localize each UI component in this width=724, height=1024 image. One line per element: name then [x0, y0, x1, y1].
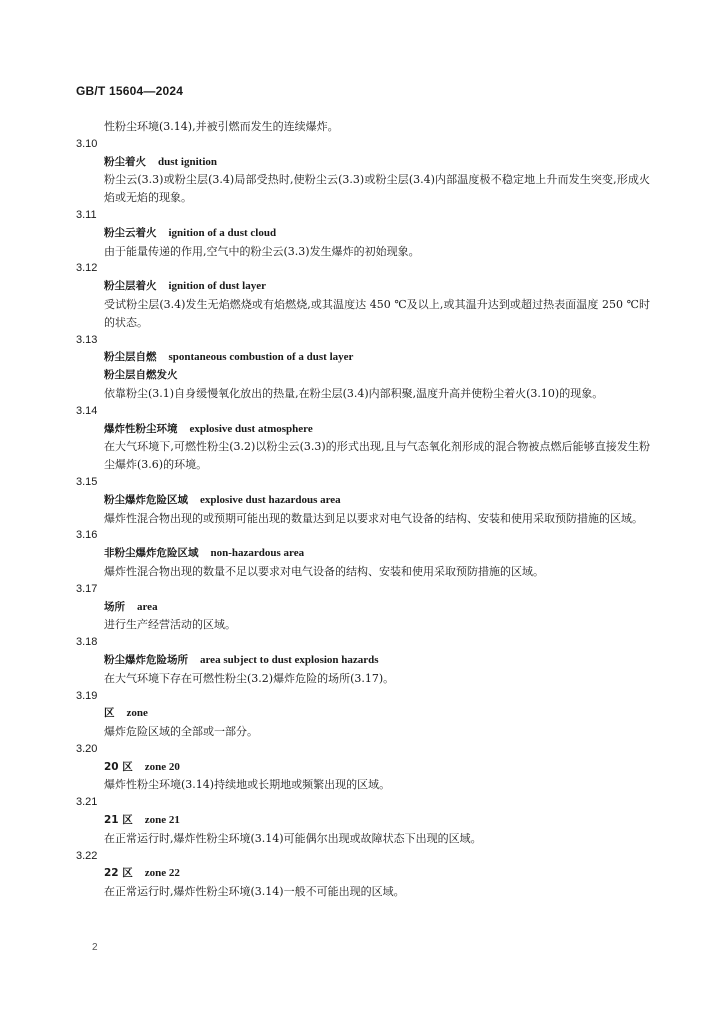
term-chinese: 区: [104, 707, 115, 720]
term-chinese: 非粉尘爆炸危险区域: [104, 547, 199, 560]
term-entry: [76, 741, 650, 794]
term-definition: 进行生产经营活动的区域。: [104, 618, 236, 632]
standard-code-header: GB/T 15604—2024: [76, 84, 184, 98]
term-heading: [76, 225, 650, 243]
term-chinese: 粉尘云着火: [104, 226, 157, 239]
term-definition: 爆炸性混合物出现的或预期可能出现的数量达到足以要求对电气设备的结构、安装和使用采取预防措施的区域。: [104, 511, 643, 525]
term-entries-list: [76, 136, 650, 901]
clause-number: 3.16: [76, 529, 98, 542]
clause-number: 3.17: [76, 582, 98, 595]
clause-number: 3.21: [76, 796, 98, 809]
term-english: explosive dust hazardous area: [200, 493, 341, 506]
clause-number: 3.12: [76, 262, 98, 275]
term-heading: [76, 865, 650, 883]
term-heading: [76, 421, 650, 439]
page-number: 2: [92, 942, 98, 953]
term-definition: 爆炸性混合物出现的数量不足以要求对电气设备的结构、安装和使用采取预防措施的区域。: [104, 564, 544, 578]
term-chinese: 场所: [104, 600, 125, 613]
term-chinese: 粉尘爆炸危险区域: [104, 493, 188, 506]
clause-number: 3.15: [76, 475, 98, 488]
clause-number: 3.14: [76, 404, 98, 417]
term-heading: [76, 278, 650, 296]
term-english: dust ignition: [158, 155, 217, 168]
term-english: explosive dust atmosphere: [189, 422, 313, 435]
term-entry: [76, 332, 650, 403]
term-english: non-hazardous area: [210, 547, 305, 560]
clause-number: 3.19: [76, 689, 98, 702]
clause-number: 3.20: [76, 742, 98, 755]
term-definition: 爆炸性粉尘环境(3.14)持续地或长期地或频繁出现的区域。: [104, 778, 391, 792]
term-definition: 在大气环境下存在可燃性粉尘(3.2)爆炸危险的场所(3.17)。: [104, 671, 395, 685]
term-english: zone: [126, 707, 148, 720]
term-definition: 在正常运行时,爆炸性粉尘环境(3.14)可能偶尔出现或故障状态下出现的区域。: [104, 831, 482, 845]
term-entry: [76, 474, 650, 527]
clause-number: 3.10: [76, 137, 98, 150]
term-english: area subject to dust explosion hazards: [200, 653, 379, 666]
term-entry: [76, 848, 650, 901]
term-entry: [76, 527, 650, 580]
term-definition: 在正常运行时,爆炸性粉尘环境(3.14)一般不可能出现的区域。: [104, 885, 405, 899]
term-definition: 依靠粉尘(3.1)自身缓慢氧化放出的热量,在粉尘层(3.4)内部积聚,温度升高并使粉尘着火(3.10)的现象。: [104, 386, 604, 400]
term-english: zone 20: [144, 760, 180, 773]
term-english: zone 22: [144, 867, 180, 880]
term-entry: [76, 794, 650, 847]
continuation-text: 性粉尘环境(3.14),并被引燃而发生的连续爆炸。: [104, 120, 339, 133]
term-chinese: 粉尘层自燃发火: [104, 369, 178, 382]
term-english: ignition of a dust cloud: [168, 226, 277, 239]
term-entry: [76, 136, 650, 207]
term-chinese: 22 区: [104, 867, 133, 880]
term-entry: [76, 403, 650, 474]
clause-number: 3.13: [76, 333, 98, 346]
term-chinese: 爆炸性粉尘环境: [104, 422, 178, 435]
term-entry: [76, 260, 650, 331]
term-heading: [76, 705, 650, 723]
term-entry: [76, 581, 650, 634]
clause-number: 3.18: [76, 636, 98, 649]
term-entry: [76, 688, 650, 741]
term-chinese: 粉尘层自燃: [104, 351, 157, 364]
term-english: zone 21: [144, 814, 180, 827]
term-chinese: 21 区: [104, 814, 133, 827]
term-entry: [76, 207, 650, 260]
term-chinese: 粉尘层着火: [104, 280, 157, 293]
term-definition: 由于能量传递的作用,空气中的粉尘云(3.3)发生爆炸的初始现象。: [104, 244, 420, 258]
term-entry: [76, 634, 650, 687]
term-heading: [76, 759, 650, 777]
document-body: [76, 118, 650, 901]
term-definition: 爆炸危险区域的全部或一部分。: [104, 725, 258, 739]
term-english: spontaneous combustion of a dust layer: [168, 351, 354, 364]
term-english: ignition of dust layer: [168, 280, 266, 293]
term-chinese: 20 区: [104, 760, 133, 773]
term-heading: [76, 367, 650, 385]
term-heading: [76, 349, 650, 367]
clause-number: 3.22: [76, 849, 98, 862]
term-heading: [76, 545, 650, 563]
term-definition: 在大气环境下,可燃性粉尘(3.2)以粉尘云(3.3)的形式出现,且与气态氧化剂形成的混合物被点燃后能够直接发生粉尘爆炸(3.6)的环境。: [104, 440, 650, 472]
term-heading: [76, 652, 650, 670]
term-heading: [76, 492, 650, 510]
term-chinese: 粉尘爆炸危险场所: [104, 653, 188, 666]
term-heading: [76, 599, 650, 617]
term-english: area: [137, 600, 158, 613]
term-definition: 粉尘云(3.3)或粉尘层(3.4)局部受热时,使粉尘云(3.3)或粉尘层(3.4)内部温度极不稳定地上升而发生突变,形成火焰或无焰的现象。: [104, 173, 650, 205]
term-heading: [76, 154, 650, 172]
term-chinese: 粉尘着火: [104, 155, 146, 168]
term-definition: 受试粉尘层(3.4)发生无焰燃烧或有焰燃烧,或其温度达 450 ℃及以上,或其温升达到或超过热表面温度 250 ℃时的状态。: [104, 297, 650, 329]
clause-number: 3.11: [76, 208, 97, 221]
term-heading: [76, 812, 650, 830]
